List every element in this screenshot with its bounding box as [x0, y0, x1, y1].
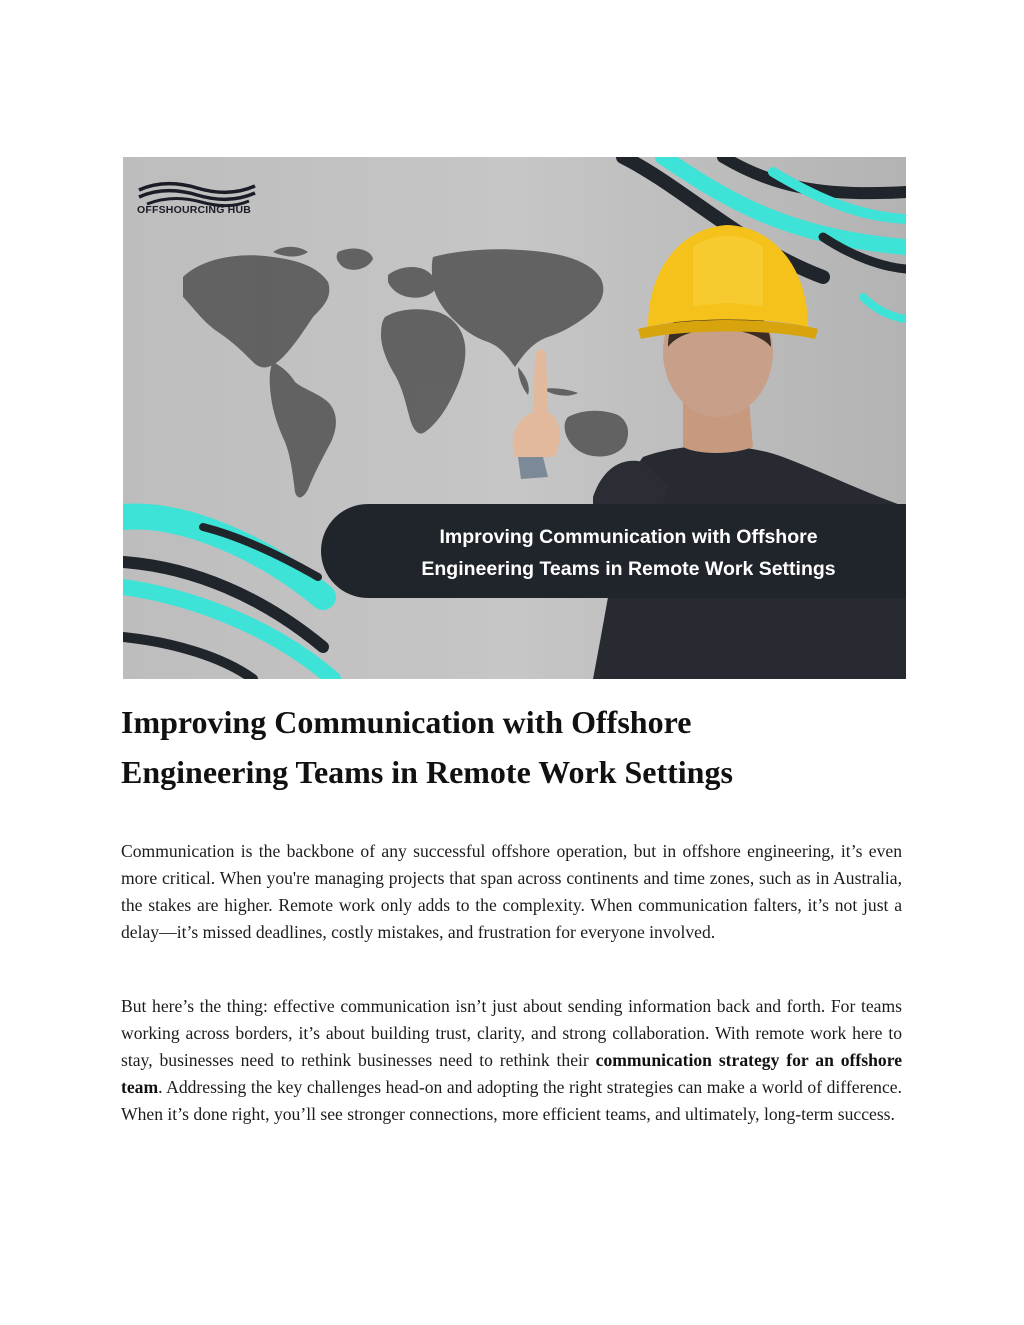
banner-caption-line-2: Engineering Teams in Remote Work Settings [421, 558, 836, 580]
paragraph-2-text-before: But here’s the thing: effective communication isn’t just about sending information back and forth. For teams working across borders, it’s about building trust, clarity, and strong collaboration. With remote work here to stay, businesses need to rethink businesses need to rethink their [121, 996, 902, 1070]
paragraph-2 [121, 993, 902, 1128]
article-title-line-2: Engineering Teams in Remote Work Settings [121, 754, 733, 790]
banner-caption-line-1: Improving Communication with Offshore [439, 526, 818, 548]
banner-artwork [123, 157, 906, 679]
logo-text: OFFSHOURCING HUB [137, 204, 252, 216]
hero-banner-image [123, 157, 906, 679]
paragraph-2-text-after: . Addressing the key challenges head-on and adopting the right strategies can make a world of difference. When it’s done right, you’ll see stronger connections, more efficient teams, and ultimately, long-term success. [121, 1077, 902, 1124]
paragraph-1: Communication is the backbone of any successful offshore operation, but in offshore engineering, it’s even more critical. When you're managing projects that span across continents and time zones, such as in Australia, the stakes are higher. Remote work only adds to the complexity. When communication falters, it’s not just a delay—it’s missed deadlines, costly mistakes, and frustration for everyone involved. [121, 841, 902, 942]
paragraph-2-bold-phrase: communication strategy for an offshore team [121, 1050, 902, 1097]
article-title-line-1: Improving Communication with Offshore [121, 704, 692, 740]
banner-caption [351, 521, 906, 585]
article-title [121, 697, 921, 797]
banner-caption-box [321, 504, 906, 598]
